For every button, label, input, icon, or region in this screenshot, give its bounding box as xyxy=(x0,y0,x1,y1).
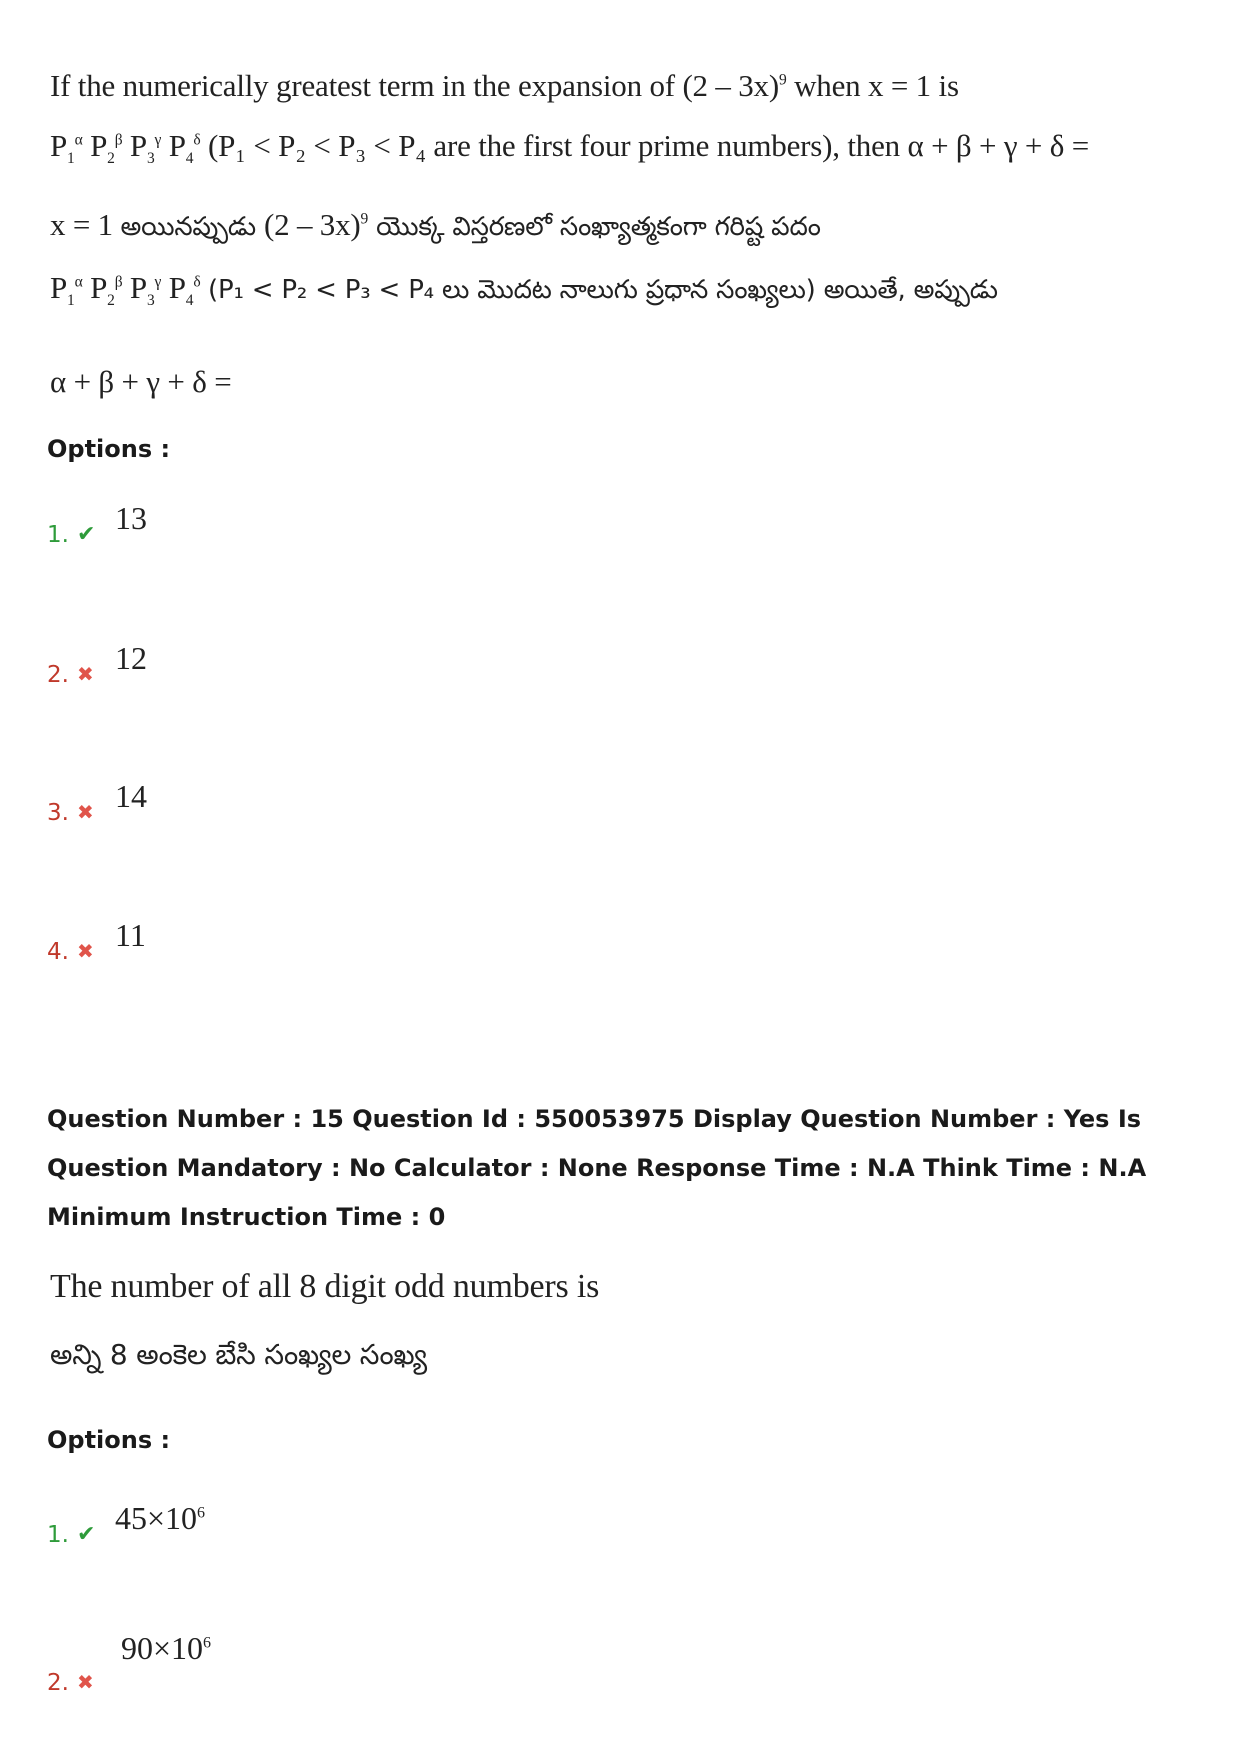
q14-line1-pre: If the numerically greatest term in the expansion of xyxy=(50,68,683,103)
q14-te-expr: (2 – 3x) xyxy=(263,207,361,242)
option-number: 1. xyxy=(47,522,69,548)
prime-powers-expression: $P_1^\alpha$ $P_2^\beta$ $P_3^\gamma$ $P_4^\delta$ xyxy=(50,128,201,168)
q14-te-b: యొక్క విస్తరణలో సంఖ్యాత్మకంగా గరిష్ట పదం xyxy=(368,212,821,242)
q14-line1-expr: (2 – 3x) xyxy=(682,68,779,103)
option-number: 2. xyxy=(47,662,69,688)
option-exp: 6 xyxy=(203,1634,212,1652)
option-number: 2. xyxy=(47,1670,69,1696)
question-14-telugu-line-2 xyxy=(50,270,998,311)
question-14-text-line-2 xyxy=(50,128,1089,168)
option-value: 12 xyxy=(115,640,147,676)
cross-icon: ✖ xyxy=(77,800,94,824)
cross-icon: ✖ xyxy=(77,939,94,963)
cross-icon: ✖ xyxy=(77,1670,94,1694)
q14-te-line2-text: (P₁ < P₂ < P₃ < P₄ లు మొదట నాలుగు ప్రధాన సంఖ్యలు) అయితే, అప్పుడు xyxy=(208,275,998,305)
option-base: 45×10 xyxy=(115,1500,198,1536)
question-14-telugu-line-1 xyxy=(50,207,821,248)
option-base: 90×10 xyxy=(121,1630,204,1666)
cross-icon: ✖ xyxy=(77,662,94,686)
option-exp: 6 xyxy=(197,1504,206,1522)
question-15-metadata: Question Number : 15 Question Id : 550053975 Display Question Number : Yes Is Question Mandatory : No Calculator : None Response Time : N.A Think Time : N.A Minimum Instruction Time : 0 xyxy=(47,1105,1147,1231)
q14-line2-text: (P₁ < P₂ < P₃ < P₄ are the first four prime numbers), then α + β + γ + δ = xyxy=(208,128,1089,163)
question-15-text-en: The number of all 8 digit odd numbers is xyxy=(50,1268,600,1305)
q14-te-exp: 9 xyxy=(360,210,369,228)
option-value: 11 xyxy=(115,917,146,953)
option-number: 1. xyxy=(47,1522,69,1548)
option-value: 14 xyxy=(115,778,147,814)
option-value xyxy=(121,1630,211,1667)
q14-line1-post: when x = 1 is xyxy=(786,68,959,103)
options-label-q14: Options : xyxy=(47,435,171,463)
question-15-text-te: అన్ని 8 అంకెల బేసి సంఖ్యల సంఖ్య xyxy=(50,1338,427,1371)
option-number: 3. xyxy=(47,800,69,826)
option-number: 4. xyxy=(47,939,69,965)
question-14-text-line-1 xyxy=(50,68,959,104)
option-value: 13 xyxy=(115,500,147,536)
option-value xyxy=(115,1500,205,1537)
q14-te-x: x = 1 xyxy=(50,207,121,242)
prime-powers-expression-te: $P_1^\alpha$ $P_2^\beta$ $P_3^\gamma$ $P_4^\delta$ xyxy=(50,270,201,310)
q14-line1-exp: 9 xyxy=(778,71,787,89)
q14-te-a: అయినప్పుడు xyxy=(120,212,264,242)
question-14-telugu-line-3 xyxy=(50,364,232,400)
check-icon: ✔ xyxy=(77,1522,96,1547)
q14-te-line3: α + β + γ + δ = xyxy=(50,364,232,399)
check-icon: ✔ xyxy=(77,522,96,547)
options-label-q15: Options : xyxy=(47,1426,171,1454)
